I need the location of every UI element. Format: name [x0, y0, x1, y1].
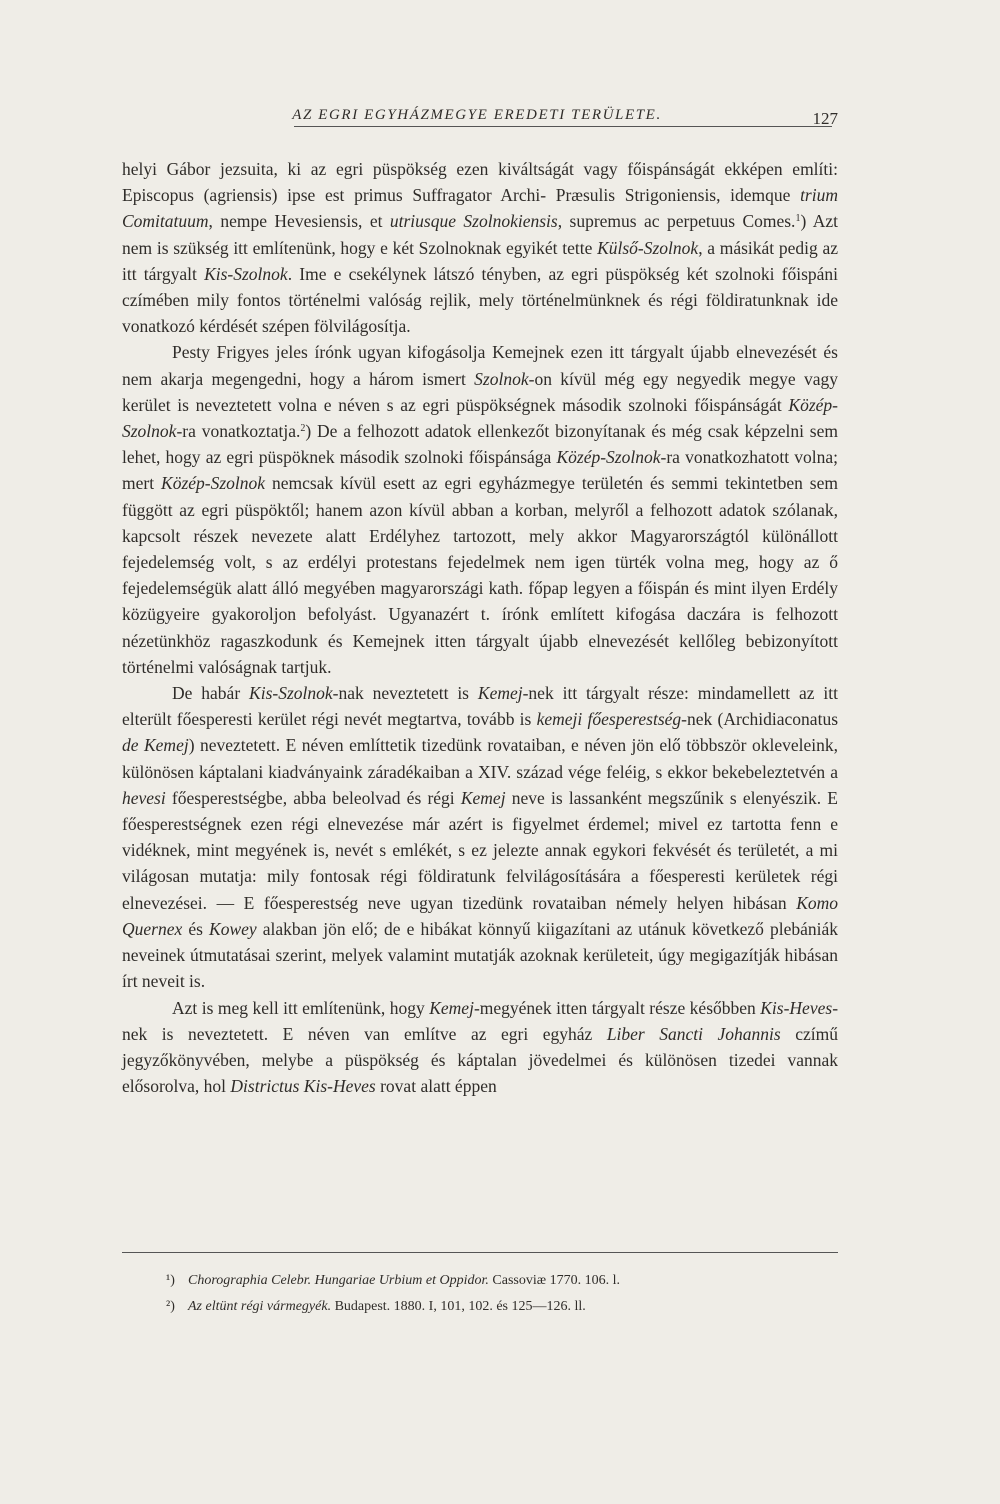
italic-run: utriusque Szolnokiensis [389, 211, 558, 232]
italic-run: Közép-Szolnok [122, 394, 838, 442]
italic-run: Közép-Szolnok [161, 473, 266, 494]
text-run: -nak neveztetett is [332, 683, 478, 704]
text-run: ) De a felhozott adatok ellenkezőt bizonyítanak és még csak képzelni sem lehet, hogy az egri püspöknek második szolnoki főispánsága [122, 421, 838, 468]
paragraph-1 [122, 156, 838, 339]
italic-run: Districtus Kis-Heves [230, 1076, 376, 1097]
text-run: alakban jön elő; de e hibákat könnyű kiigazítani az utánuk következő plebániák neveinek útmutatásai szerint, melyek valamint mutatják azoknak kerületeit, úgy megigazítják hibásan írt neveit is. [122, 918, 839, 992]
text-run: nemcsak kívül esett az egri egyházmegye területén és semmi tekintetben sem függött az egri püspöktől; hanem azon kívül abban a korban, melyről a felhozott adatok szólanak, kapcsolt részek nevezete alatt Erdélyhez tartozott, mely akkor Magyarországtól különállott fejedelemség volt, s az erdélyi protestans fejedelmek nem igen türték volna meg, hogy az ő fejedelemségük alatt álló megyében magyarországi kath. főpap legyen a főispán és mint ilyen Erdély közügyeire gyakoroljon befolyást. Ugyanazért t. írónk említett kifogása daczára is felhozott nézetünkhöz ragaszkodunk és Kemejnek itten tárgyalt újabb elnevezését kellőleg bebizonyított történelmi valóságnak tartjuk. [122, 473, 838, 677]
italic-run: Kis-Szolnok [249, 683, 333, 704]
italic-run: hevesi [122, 787, 166, 808]
text-run: -nek itt tárgyalt része: mindamellett az itt elterült főesperesti kerület régi nevét megtartva, tovább is [122, 683, 838, 730]
italic-run: Kemej [460, 787, 506, 808]
text-run: , nempe Hevesiensis, et [208, 211, 390, 232]
body-text [122, 156, 838, 1099]
italic-run: Komo Quernex [122, 892, 838, 939]
italic-run: Külső-Szolnok [597, 237, 699, 258]
text-run: , supremus ac perpetuus Comes. [557, 211, 796, 232]
italic-run: Kemej [429, 997, 474, 1018]
italic-run: Kis-Szolnok [204, 263, 288, 284]
text-run: -megyének itten tárgyalt része későbben [473, 997, 761, 1018]
running-head-title: AZ EGRI EGYHÁZMEGYE EREDETI TERÜLETE. [292, 107, 662, 123]
footnote-mark: ¹) [166, 1273, 175, 1288]
footnote-ref: 1 [795, 213, 801, 225]
italic-run: Közép-Szolnok [556, 447, 661, 468]
text-run: ) Azt nem is szükség itt említenünk, hogy e két Szolnoknak egyikét tette [122, 211, 838, 258]
footnote-ref: 2 [300, 423, 306, 435]
text-run: -nek is neveztetett. E néven van említve az egri egyház [122, 997, 839, 1044]
footnote-citation: Cassoviæ 1770. 106. l. [488, 1273, 620, 1288]
text-run: . Ime e csekélynek látszó tényben, az egri püspökség két szolnoki főispáni czímében mily fontos történelmi valóság rejlik, mely történelmünknek és régi földiratunknak ide vonatkozó kérdését szépen fölvilágosítja. [122, 263, 839, 337]
italic-run: Kemej [477, 683, 523, 704]
text-run: főesperestségbe, abba beleolvad és régi [165, 787, 461, 808]
text-run: -ra vonatkozhatott volna; mert [122, 447, 839, 494]
text-run: ) neveztetett. E néven említtetik tizedünk rovataiban, e néven jön elő többször okleveleink, különösen káptalani kiadványaink záradékaiban a XIV. század vége feléig, s ekkor bekebeleztetvén a [122, 735, 838, 782]
italic-run: Kis-Heves [760, 997, 833, 1018]
text-run: -nek (Archidiaconatus [681, 709, 838, 730]
text-run: -on kívül még egy negyedik megye vagy kerület is neveztetett volna e néven s az egri püspökségnek második szolnoki főispánságát [122, 368, 838, 415]
paragraph-4 [122, 995, 838, 1100]
page-number: 127 [812, 109, 838, 128]
footnote-title: Az eltünt régi vármegyék. [188, 1299, 332, 1314]
italic-run: Kowey [209, 918, 257, 939]
text-run: -ra vonatkoztatja. [176, 421, 301, 442]
footnote-2 [166, 1294, 836, 1320]
paragraph-3 [122, 680, 838, 994]
footnote-mark: ²) [166, 1299, 175, 1314]
text-run: és [182, 918, 210, 939]
text-run: neve is lassanként megszűnik s elenyészik. E főesperestségnek ezen régi elnevezése már azért is figyelmet érdemel; mivel ez tartotta fenn e vidéknek, mint megyének is, nevét s emlékét, s ez jelezte annak egykori fekvését és területét, a mi világosan mutatja: mily fontosak régi földiratunk felvilágosítására a főesperesti kerületek régi elnevezései. — E főesperestség neve ugyan tizedünk rovataiban némely helyen hibásan [122, 787, 838, 913]
text-run: helyi Gábor jezsuita, ki az egri püspökség ezen kiváltságát vagy főispánságát ekképen említi: Episcopus (agriensis) ipse est primus Suffragator Archi- Præsulis Strigoniensis, idemque [122, 159, 838, 206]
text-run: Azt is meg kell itt említenünk, hogy [172, 997, 430, 1018]
text-run: rovat alatt éppen [375, 1076, 497, 1097]
footnote-citation: Budapest. 1880. I, 101, 102. és 125—126. ll. [331, 1299, 586, 1314]
footnote-rule [122, 1252, 838, 1253]
italic-run: kemeji főesperestség [536, 709, 682, 730]
italic-run: de Kemej [122, 735, 189, 756]
italic-run: Szolnok [474, 368, 529, 389]
text-run: Pesty Frigyes jeles írónk ugyan kifogásolja Kemejnek ezen itt tárgyalt újabb elnevezését és nem akarja megengedni, hogy a három ismert [122, 342, 838, 389]
footnotes [166, 1268, 836, 1320]
italic-run: trium Comitatuum [122, 185, 838, 232]
text-run: De habár [172, 683, 250, 704]
text-run: , a másikát pedig az itt tárgyalt [122, 237, 838, 284]
running-head [122, 104, 832, 130]
running-head-rule [294, 126, 832, 127]
text-run: czímű jegyzőkönyvében, melybe a püspökség és káptalan jövedelmei és különösen tizedei vannak elősorolva, hol [122, 1023, 838, 1097]
italic-run: Liber Sancti Johannis [606, 1023, 781, 1044]
paragraph-2 [122, 339, 838, 680]
footnote-title: Chorographia Celebr. Hungariae Urbium et Oppidor. [188, 1273, 489, 1288]
footnote-1 [166, 1268, 836, 1294]
